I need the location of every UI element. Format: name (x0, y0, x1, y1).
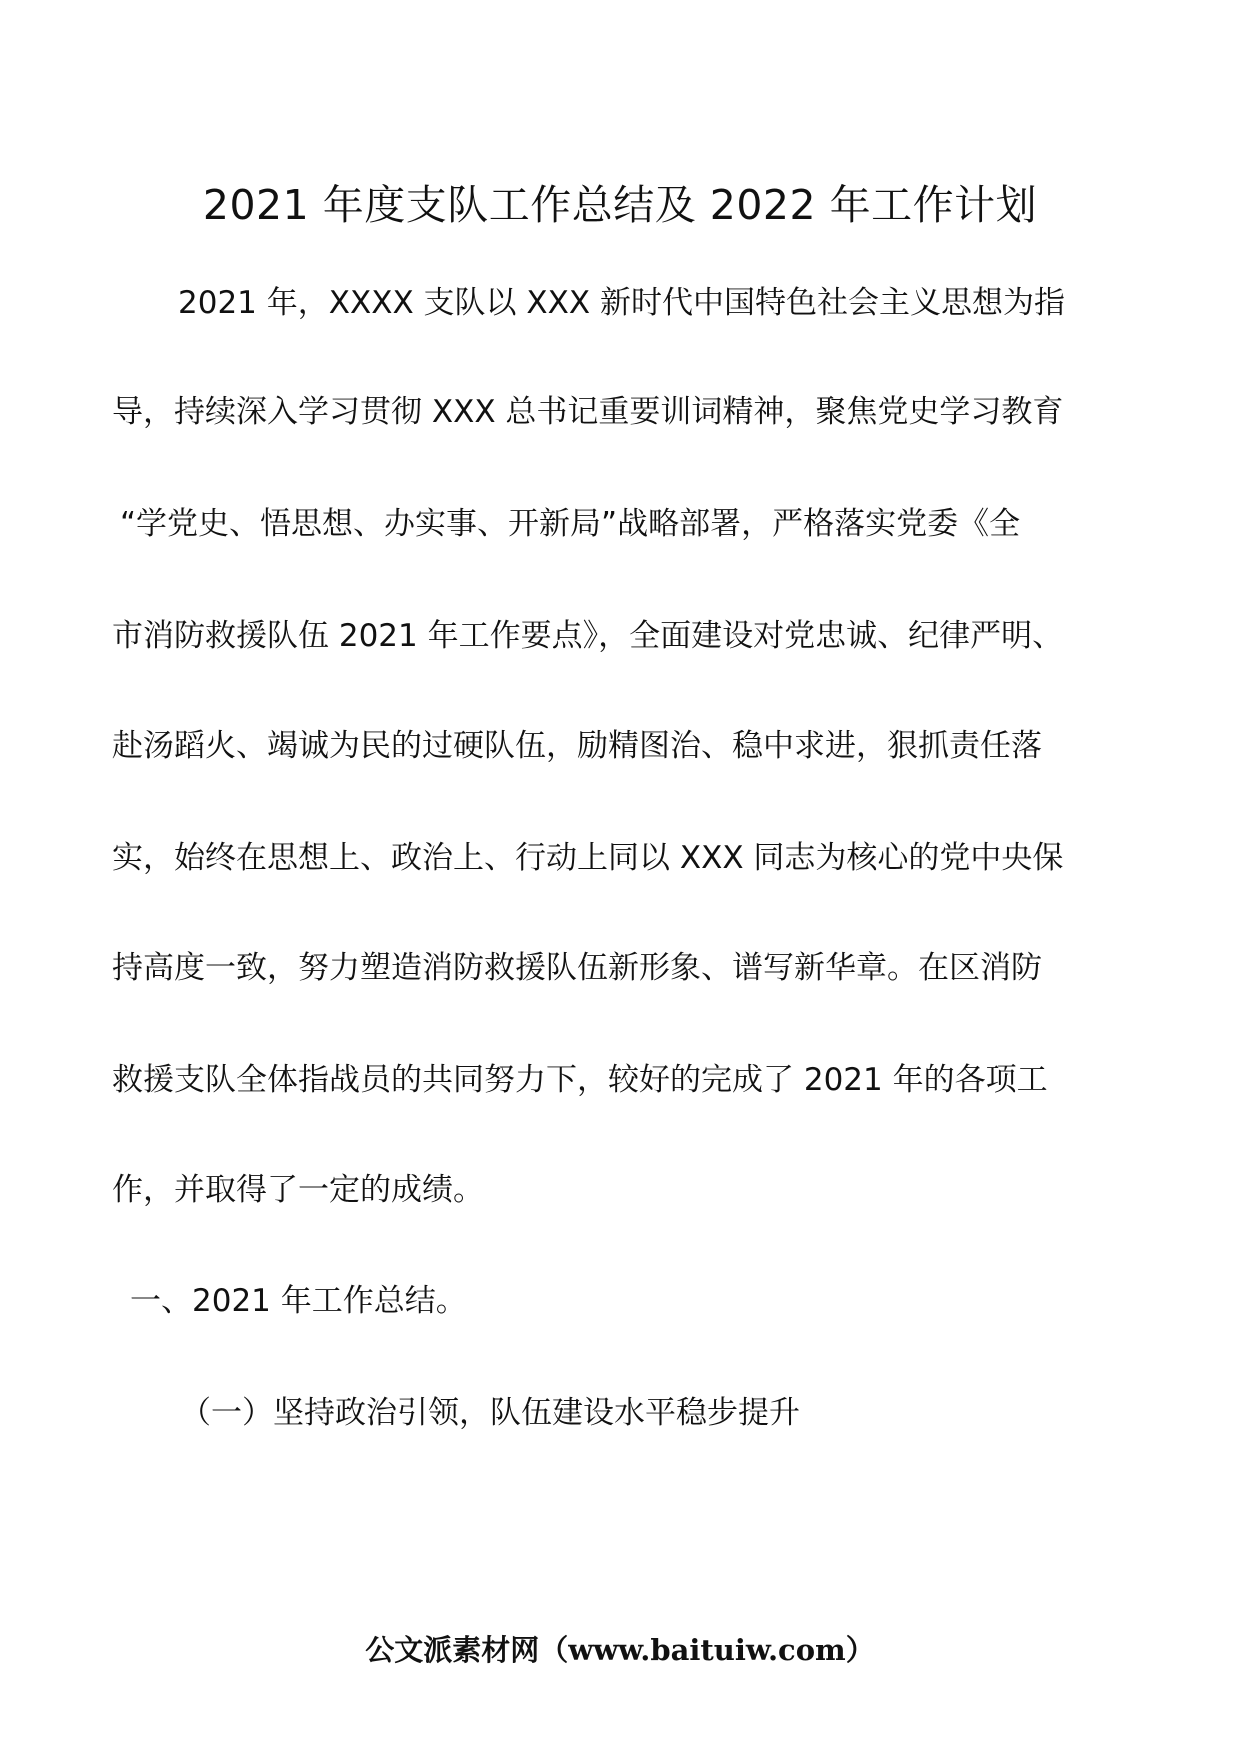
document-title: 2021 年度支队工作总结及 2022 年工作计划 (202, 181, 1038, 229)
section-heading: 一、2021 年工作总结。 (130, 1283, 467, 1319)
body-line-5: 赴汤蹈火、竭诚为民的过硬队伍，励精图治、稳中求进，狠抓责任落 (112, 728, 1042, 764)
body-line-1: 2021 年，XXXX 支队以 XXX 新时代中国特色社会主义思想为指 (178, 285, 1065, 321)
body-line-7: 持高度一致，努力塑造消防救援队伍新形象、谱写新华章。在区消防 (112, 950, 1042, 986)
body-line-9: 作，并取得了一定的成绩。 (112, 1172, 484, 1208)
body-line-3: “学党史、悟思想、办实事、开新局”战略部署，严格落实党委《全 (120, 506, 1021, 542)
subsection-heading: （一）坚持政治引领，队伍建设水平稳步提升 (180, 1395, 800, 1431)
footer-source: 公文派素材网（www.baituiw.com） (365, 1633, 875, 1667)
body-line-8: 救援支队全体指战员的共同努力下，较好的完成了 2021 年的各项工 (112, 1062, 1048, 1098)
body-line-2: 导，持续深入学习贯彻 XXX 总书记重要训词精神，聚焦党史学习教育 (112, 394, 1064, 430)
body-line-4: 市消防救援队伍 2021 年工作要点》，全面建设对党忠诚、纪律严明、 (112, 618, 1064, 654)
body-line-6: 实，始终在思想上、政治上、行动上同以 XXX 同志为核心的党中央保 (112, 840, 1064, 876)
